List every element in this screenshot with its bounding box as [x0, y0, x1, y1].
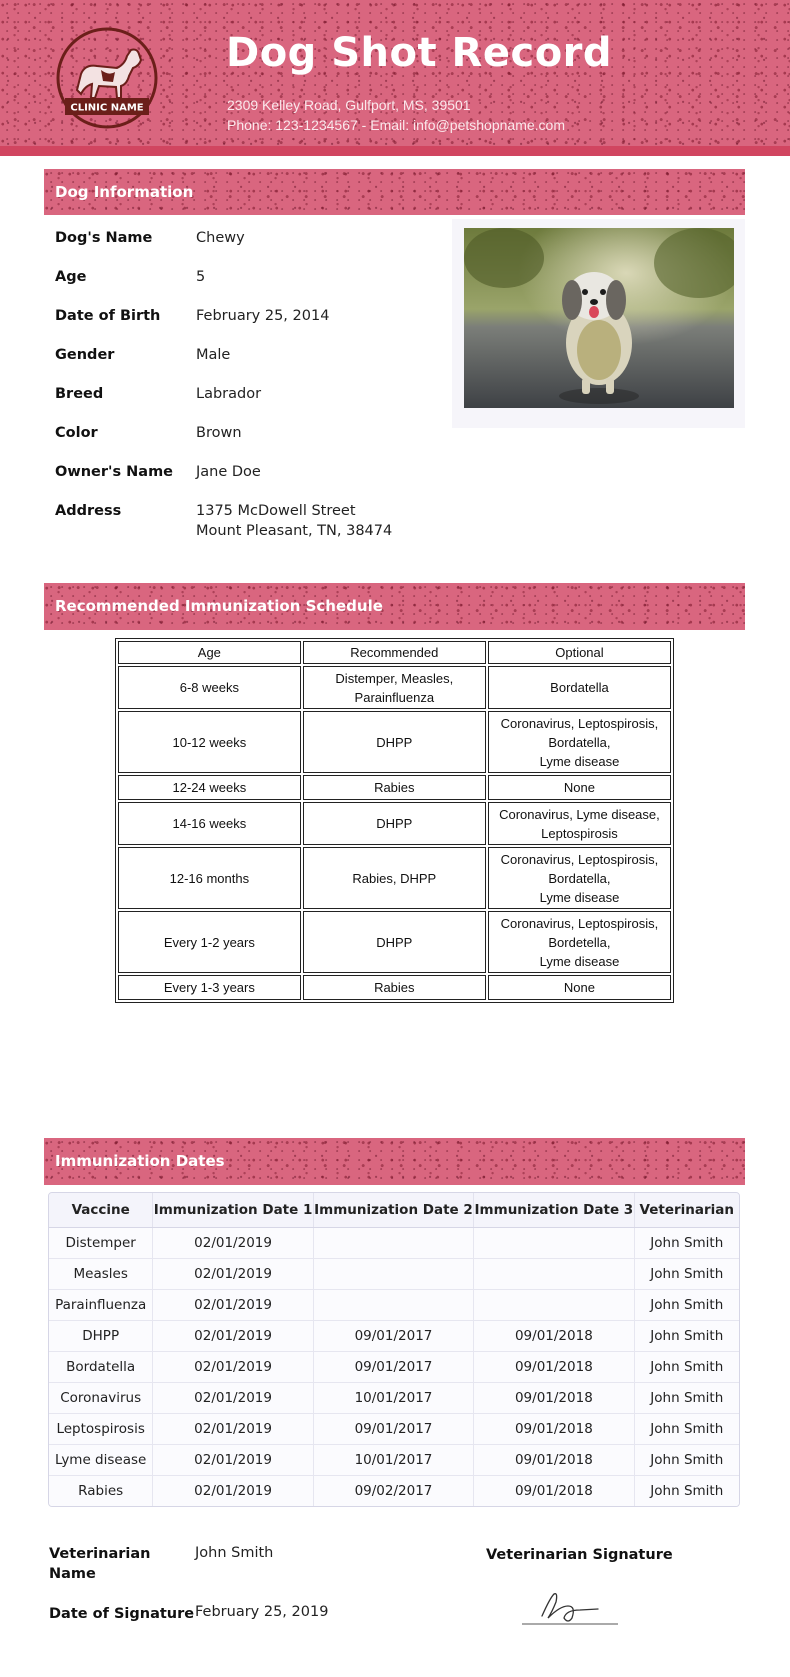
table-row: [118, 975, 671, 1000]
dates-table: [49, 1193, 739, 1506]
dates-header-veterinarian: Veterinarian: [634, 1193, 739, 1227]
cell-date-1: 02/01/2019: [153, 1227, 313, 1258]
label-date-of-signature: Date of Signature: [49, 1606, 195, 1622]
schedule-optional: [488, 666, 671, 709]
cell-line: Bordetella,: [548, 934, 611, 950]
schedule-age: 6-8 weeks: [118, 666, 301, 709]
section-dog-information: [44, 169, 745, 215]
cell-line: DHPP: [376, 816, 413, 831]
cell-vaccine: Leptospirosis: [49, 1413, 153, 1444]
table-row: [118, 911, 671, 973]
value-owner-name: Jane Doe: [196, 464, 261, 480]
label-line: Name: [49, 1566, 96, 1582]
cell-veterinarian: John Smith: [634, 1320, 739, 1351]
section-immunization-schedule: [44, 583, 745, 630]
page-title: Dog Shot Record: [226, 30, 613, 76]
cell-date-3: 09/01/2018: [474, 1444, 634, 1475]
cell-date-2: 10/01/2017: [313, 1382, 473, 1413]
schedule-optional: [488, 802, 671, 845]
cell-date-3: [474, 1258, 634, 1289]
table-row: [118, 711, 671, 773]
value-dog-name: Chewy: [196, 230, 245, 246]
schedule-age: 12-24 weeks: [118, 775, 301, 800]
cell-date-2: [313, 1258, 473, 1289]
table-row: [118, 802, 671, 845]
cell-date-3: [474, 1289, 634, 1320]
schedule-header-recommended: Recommended: [303, 641, 486, 664]
label-address: Address: [55, 503, 122, 519]
schedule-age: 14-16 weeks: [118, 802, 301, 845]
schedule-optional: [488, 847, 671, 909]
dates-header-date-3: Immunization Date 3: [474, 1193, 634, 1227]
cell-line: Coronavirus, Leptospirosis,: [500, 851, 659, 867]
cell-date-3: 09/01/2018: [474, 1413, 634, 1444]
cell-line: Lyme disease: [539, 753, 620, 769]
cell-date-3: 09/01/2018: [474, 1320, 634, 1351]
cell-line: Coronavirus, Leptospirosis,: [500, 715, 659, 731]
schedule-age: Every 1-3 years: [118, 975, 301, 1000]
label-color: Color: [55, 425, 98, 441]
cell-veterinarian: John Smith: [634, 1258, 739, 1289]
dates-header-date-1: Immunization Date 1: [153, 1193, 313, 1227]
table-row: [49, 1289, 739, 1320]
header-stripe: [0, 146, 790, 156]
cell-line: Bordatella,: [548, 870, 611, 886]
label-breed: Breed: [55, 386, 104, 402]
label-date-of-birth: Date of Birth: [55, 308, 161, 324]
logo-text: CLINIC NAME: [70, 102, 144, 114]
schedule-age: Every 1-2 years: [118, 911, 301, 973]
cell-line: DHPP: [376, 734, 413, 750]
schedule-optional: [488, 711, 671, 773]
schedule-recommended: [303, 975, 486, 1000]
cell-line: Bordatella,: [548, 734, 611, 750]
cell-date-1: 02/01/2019: [153, 1351, 313, 1382]
dog-photo: [464, 228, 734, 408]
cell-date-1: 02/01/2019: [153, 1475, 313, 1506]
schedule-age: 12-16 months: [118, 847, 301, 909]
schedule-recommended: [303, 802, 486, 845]
cell-date-1: 02/01/2019: [153, 1382, 313, 1413]
cell-line: None: [563, 980, 595, 995]
table-row: [49, 1351, 739, 1382]
label-age: Age: [55, 269, 87, 285]
table-row: [49, 1382, 739, 1413]
table-row: [49, 1320, 739, 1351]
section-title: Dog Information: [55, 183, 194, 201]
label-veterinarian-name: [49, 1544, 151, 1584]
cell-line: None: [563, 780, 595, 795]
table-row: [49, 1413, 739, 1444]
schedule-header-optional: Optional: [488, 641, 671, 664]
label-dog-name: Dog's Name: [55, 230, 153, 246]
cell-date-1: 02/01/2019: [153, 1444, 313, 1475]
signature-image: [520, 1588, 620, 1628]
schedule-recommended: [303, 775, 486, 800]
cell-vaccine: Parainfluenza: [49, 1289, 153, 1320]
value-veterinarian-name: John Smith: [195, 1545, 274, 1561]
cell-line: Rabies: [374, 780, 415, 795]
cell-date-3: [474, 1227, 634, 1258]
schedule-recommended: [303, 711, 486, 773]
cell-vaccine: Measles: [49, 1258, 153, 1289]
cell-line: Lyme disease: [539, 889, 620, 905]
cell-line: DHPP: [376, 934, 413, 950]
cell-date-3: 09/01/2018: [474, 1475, 634, 1506]
value-color: Brown: [196, 425, 242, 441]
cell-date-2: 09/02/2017: [313, 1475, 473, 1506]
clinic-address: 2309 Kelley Road, Gulfport, MS, 39501: [227, 97, 471, 113]
clinic-contact: Phone: 123-1234567 - Email: info@petshopname.com: [227, 117, 565, 133]
cell-date-1: 02/01/2019: [153, 1289, 313, 1320]
cell-veterinarian: John Smith: [634, 1444, 739, 1475]
cell-line: Coronavirus, Leptospirosis,: [500, 915, 659, 931]
section-immunization-dates: [44, 1138, 745, 1185]
value-date-of-birth: February 25, 2014: [196, 308, 330, 324]
schedule-table: [115, 638, 674, 1003]
cell-line: Rabies: [374, 980, 415, 995]
table-row: [49, 1258, 739, 1289]
value-address: [196, 501, 392, 541]
cell-date-2: 09/01/2017: [313, 1320, 473, 1351]
cell-date-3: 09/01/2018: [474, 1382, 634, 1413]
schedule-age: 10-12 weeks: [118, 711, 301, 773]
table-row: [118, 847, 671, 909]
cell-line: Bordatella: [550, 680, 609, 695]
dates-header-date-2: Immunization Date 2: [313, 1193, 473, 1227]
cell-vaccine: Rabies: [49, 1475, 153, 1506]
cell-veterinarian: John Smith: [634, 1475, 739, 1506]
table-row: [49, 1227, 739, 1258]
dates-header-vaccine: Vaccine: [49, 1193, 153, 1227]
value-address-line-2: Mount Pleasant, TN, 38474: [196, 523, 393, 539]
section-title: Recommended Immunization Schedule: [55, 597, 383, 615]
table-row: [49, 1475, 739, 1506]
cell-veterinarian: John Smith: [634, 1382, 739, 1413]
cell-date-3: 09/01/2018: [474, 1351, 634, 1382]
cell-vaccine: Lyme disease: [49, 1444, 153, 1475]
cell-veterinarian: John Smith: [634, 1413, 739, 1444]
cell-date-2: 10/01/2017: [313, 1444, 473, 1475]
cell-veterinarian: John Smith: [634, 1227, 739, 1258]
cell-line: Leptospirosis: [541, 825, 618, 841]
label-veterinarian-signature: Veterinarian Signature: [486, 1547, 673, 1563]
table-row: [49, 1444, 739, 1475]
cell-veterinarian: John Smith: [634, 1351, 739, 1382]
value-gender: Male: [196, 347, 231, 363]
section-title: Immunization Dates: [55, 1152, 225, 1170]
dates-header-row: [49, 1193, 739, 1227]
cell-line: Parainfluenza: [354, 689, 435, 705]
schedule-header-age: Age: [118, 641, 301, 664]
cell-date-2: 09/01/2017: [313, 1351, 473, 1382]
value-age: 5: [196, 269, 206, 285]
cell-date-1: 02/01/2019: [153, 1320, 313, 1351]
schedule-optional: [488, 975, 671, 1000]
cell-vaccine: DHPP: [49, 1320, 153, 1351]
schedule-header-row: [118, 641, 671, 664]
label-owner-name: Owner's Name: [55, 464, 174, 480]
cell-veterinarian: John Smith: [634, 1289, 739, 1320]
value-date-of-signature: February 25, 2019: [195, 1604, 329, 1620]
schedule-recommended: [303, 911, 486, 973]
dates-table-wrapper: [48, 1192, 740, 1507]
cell-vaccine: Distemper: [49, 1227, 153, 1258]
clinic-logo: [55, 26, 159, 130]
cell-date-1: 02/01/2019: [153, 1413, 313, 1444]
value-breed: Labrador: [196, 386, 262, 402]
cell-line: Distemper, Measles,: [335, 670, 454, 686]
cell-line: Rabies, DHPP: [352, 870, 437, 886]
schedule-recommended: [303, 666, 486, 709]
label-gender: Gender: [55, 347, 115, 363]
schedule-optional: [488, 911, 671, 973]
schedule-recommended: [303, 847, 486, 909]
table-row: [118, 666, 671, 709]
cell-date-1: 02/01/2019: [153, 1258, 313, 1289]
cell-line: Coronavirus, Lyme disease,: [499, 806, 660, 822]
cell-vaccine: Bordatella: [49, 1351, 153, 1382]
value-address-line-1: 1375 McDowell Street: [196, 503, 356, 519]
label-line: Veterinarian: [49, 1546, 151, 1562]
cell-date-2: [313, 1227, 473, 1258]
cell-date-2: [313, 1289, 473, 1320]
schedule-optional: [488, 775, 671, 800]
cell-date-2: 09/01/2017: [313, 1413, 473, 1444]
cell-vaccine: Coronavirus: [49, 1382, 153, 1413]
cell-line: Lyme disease: [539, 953, 620, 969]
table-row: [118, 775, 671, 800]
